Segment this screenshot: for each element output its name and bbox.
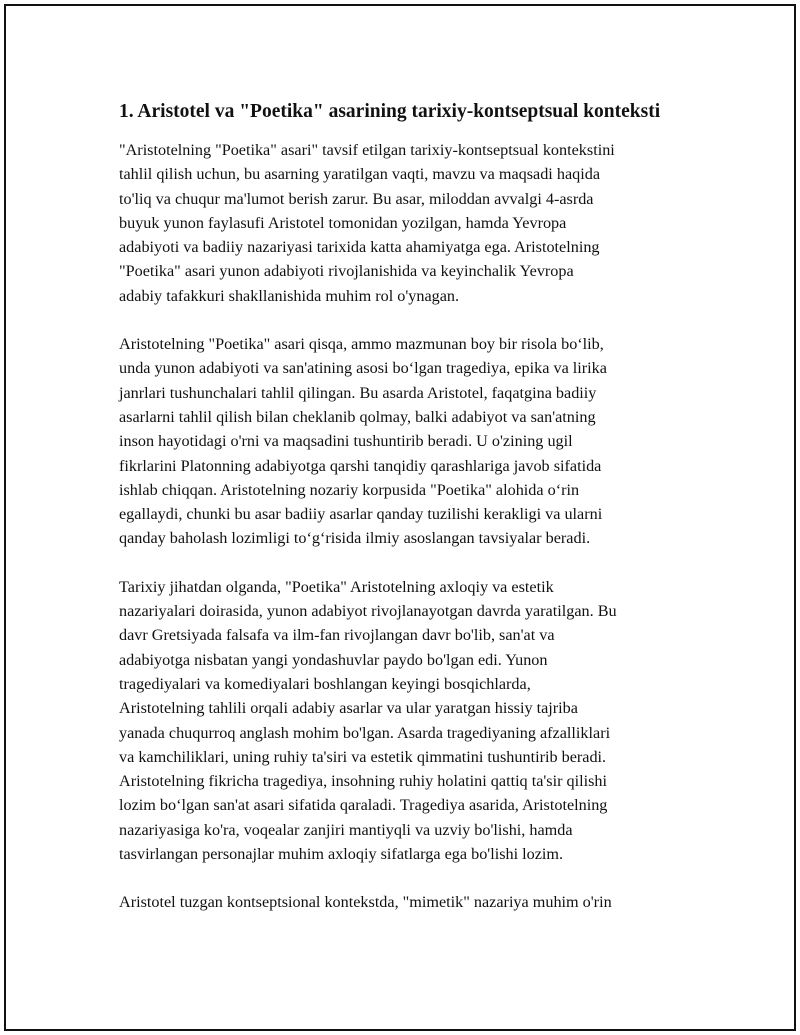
paragraph-line: Aristotelning "Poetika" asari qisqa, ammo mazmunan boy bir risola bo‘lib, xyxy=(119,335,604,354)
paragraph-line: inson hayotidagi o'rni va maqsadini tushuntirib beradi. U o'zining ugil xyxy=(119,432,573,451)
paragraph-line: "Poetika" asari yunon adabiyoti rivojlanishida va keyinchalik Yevropa xyxy=(119,262,574,281)
paragraph-line: fikrlarini Platonning adabiyotga qarshi tanqidiy qarashlariga javob sifatida xyxy=(119,456,602,475)
page-content xyxy=(119,98,694,939)
paragraph-line: egallaydi, chunki bu asar badiiy asarlar qanday tuzilishi kerakligi va ularni xyxy=(119,505,603,524)
paragraph-line: tasvirlangan personajlar muhim axloqiy sifatlarga ega bo'lishi lozim. xyxy=(119,845,564,864)
paragraph-line: yanada chuqurroq anglash mohim bo'lgan. Asarda tragediyaning afzalliklari xyxy=(119,723,611,742)
paragraph-line: Aristotelning fikricha tragediya, insohning ruhiy holatini qattiq ta'sir qilishi xyxy=(119,772,608,791)
paragraph-4 xyxy=(119,890,694,914)
section-heading: 1. Aristotel va "Poetika" asarining tarixiy-kontseptsual konteksti xyxy=(119,101,661,122)
paragraph-1 xyxy=(119,138,694,308)
paragraph-line: va kamchiliklari, uning ruhiy ta'siri va estetik qimmatini tushuntirib beradi. xyxy=(119,747,607,766)
paragraph-line: Tarixiy jihatdan olganda, "Poetika" Aristotelning axloqiy va estetik xyxy=(119,577,554,596)
paragraph-line: lozim bo‘lgan san'at asari sifatida qaraladi. Tragediya asarida, Aristotelning xyxy=(119,796,608,815)
paragraph-line: davr Gretsiyada falsafa va ilm-fan rivojlangan davr bo'lib, san'at va xyxy=(119,626,555,645)
paragraph-3 xyxy=(119,575,694,867)
paragraph-line: nazariyasiga ko'ra, voqealar zanjiri mantiyqli va uzviy bo'lishi, hamda xyxy=(119,820,573,839)
page-frame xyxy=(4,4,796,1031)
paragraph-line: Aristotel tuzgan kontseptsional kontekstda, "mimetik" nazariya muhim o'rin xyxy=(119,893,612,912)
paragraph-line: adabiy tafakkuri shakllanishida muhim rol o'ynagan. xyxy=(119,286,460,305)
paragraph-line: adabiyotga nisbatan yangi yondashuvlar paydo bo'lgan edi. Yunon xyxy=(119,650,548,669)
paragraph-2 xyxy=(119,332,694,551)
paragraph-line: janrlari tushunchalari tahlil qilingan. Bu asarda Aristotel, faqatgina badiiy xyxy=(119,383,597,402)
paragraph-line: unda yunon adabiyoti va san'atining asosi bo‘lgan tragediya, epika va lirika xyxy=(119,359,607,378)
paragraph-line: to'liq va chuqur ma'lumot berish zarur. Bu asar, miloddan avvalgi 4-asrda xyxy=(119,189,594,208)
paragraph-line: tragediyalari va komediyalari boshlangan keyingi bosqichlarda, xyxy=(119,674,531,693)
paragraph-line: buyuk yunon faylasufi Aristotel tomonidan yozilgan, hamda Yevropa xyxy=(119,213,567,232)
paragraph-line: qanday baholash lozimligi to‘g‘risida ilmiy asoslangan tavsiyalar beradi. xyxy=(119,529,591,548)
paragraph-line: nazariyalari doirasida, yunon adabiyot rivojlanayotgan davrda yaratilgan. Bu xyxy=(119,602,617,621)
paragraph-line: "Aristotelning "Poetika" asari" tavsif etilgan tarixiy-kontseptsual kontekstini xyxy=(119,141,615,159)
paragraph-line: tahlil qilish uchun, bu asarning yaratilgan vaqti, mavzu va maqsadi haqida xyxy=(119,165,601,184)
paragraph-line: adabiyoti va badiiy nazariyasi tarixida katta ahamiyatga ega. Aristotelning xyxy=(119,238,600,257)
paragraph-line: asarlarni tahlil qilish bilan cheklanib qolmay, balki adabiyot va san'atning xyxy=(119,407,596,426)
paragraph-line: Aristotelning tahlili orqali adabiy asarlar va ular yaratgan hissiy tajriba xyxy=(119,699,578,718)
paragraph-line: ishlab chiqqan. Aristotelning nozariy korpusida "Poetika" alohida o‘rin xyxy=(119,480,580,499)
